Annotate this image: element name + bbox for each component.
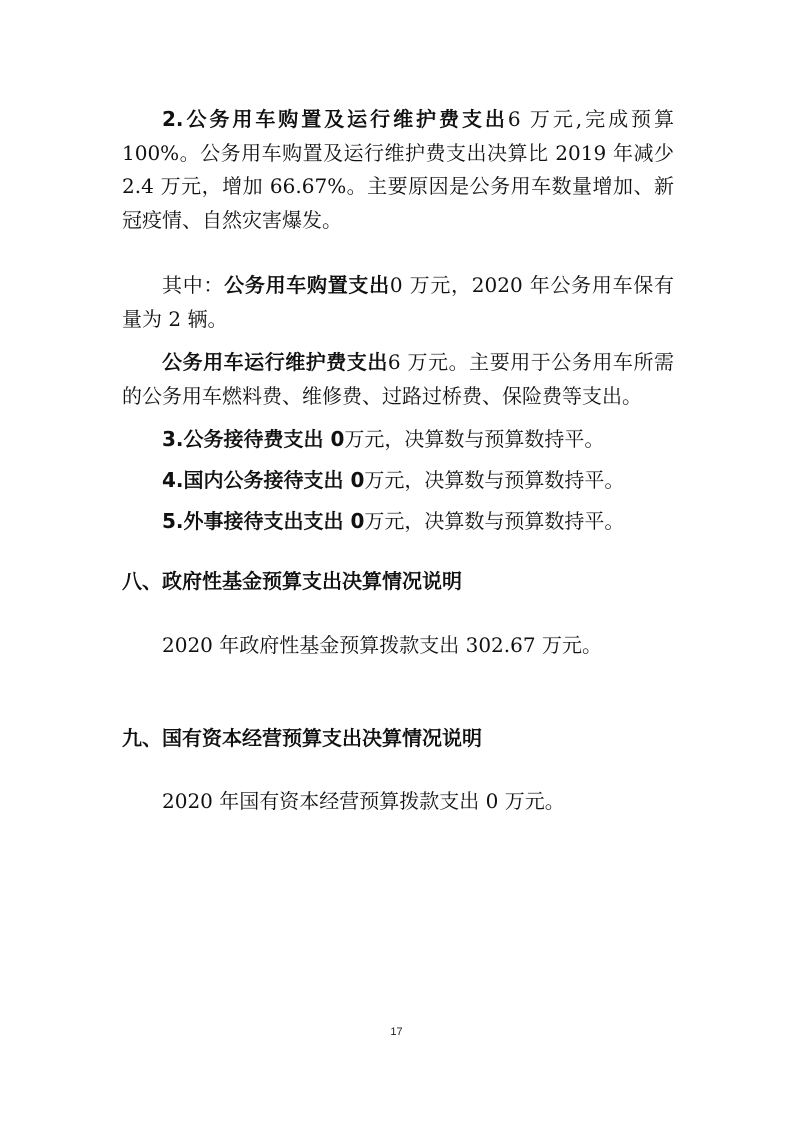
vehicle-operation-lead: 公务用车运行维护费支出 [162, 350, 388, 374]
vehicle-purchase-lead: 公务用车购置支出 [224, 273, 390, 297]
domestic-reception-lead: 4.国内公务接待支出 0 [162, 468, 365, 492]
vehicle-operation-text: 6 万元。主要用于公务用车所需的公务用车燃料费、维修费、过路过桥费、保险费等支出。 [122, 350, 674, 408]
vehicle-expense-paragraph [122, 103, 674, 237]
reception-paragraph [122, 423, 674, 457]
section-9-heading: 九、国有资本经营预算支出决算情况说明 [122, 726, 482, 750]
section-8-text: 2020 年政府性基金预算拨款支出 302.67 万元。 [162, 633, 602, 657]
reception-lead: 3.公务接待费支出 0 [162, 427, 345, 451]
domestic-reception-paragraph [122, 464, 674, 498]
vehicle-purchase-text: 0 万元，2020 年公务用车保有量为 2 辆。 [122, 273, 675, 331]
foreign-reception-text: 万元，决算数与预算数持平。 [364, 509, 625, 533]
vehicle-operation-paragraph [122, 346, 674, 413]
reception-text: 万元，决算数与预算数持平。 [344, 427, 605, 451]
vehicle-expense-lead: 2.公务用车购置及运行维护费支出 [162, 107, 508, 131]
purchase-prefix: 其中： [162, 273, 225, 297]
vehicle-purchase-paragraph [122, 269, 674, 336]
page-number: 17 [390, 1026, 403, 1038]
domestic-reception-text: 万元，决算数与预算数持平。 [364, 468, 625, 492]
section-8-heading: 八、政府性基金预算支出决算情况说明 [122, 569, 462, 593]
section-9-text: 2020 年国有资本经营预算拨款支出 0 万元。 [162, 789, 565, 813]
foreign-reception-paragraph [122, 505, 674, 539]
vehicle-expense-text: 6 万元,完成预算 100%。公务用车购置及运行维护费支出决算比 2019 年减少 2.4 万元，增加 66.67%。主要原因是公务用车数量增加、新冠疫情、自然灾害爆发。 [122, 107, 674, 232]
foreign-reception-lead: 5.外事接待支出支出 0 [162, 509, 365, 533]
